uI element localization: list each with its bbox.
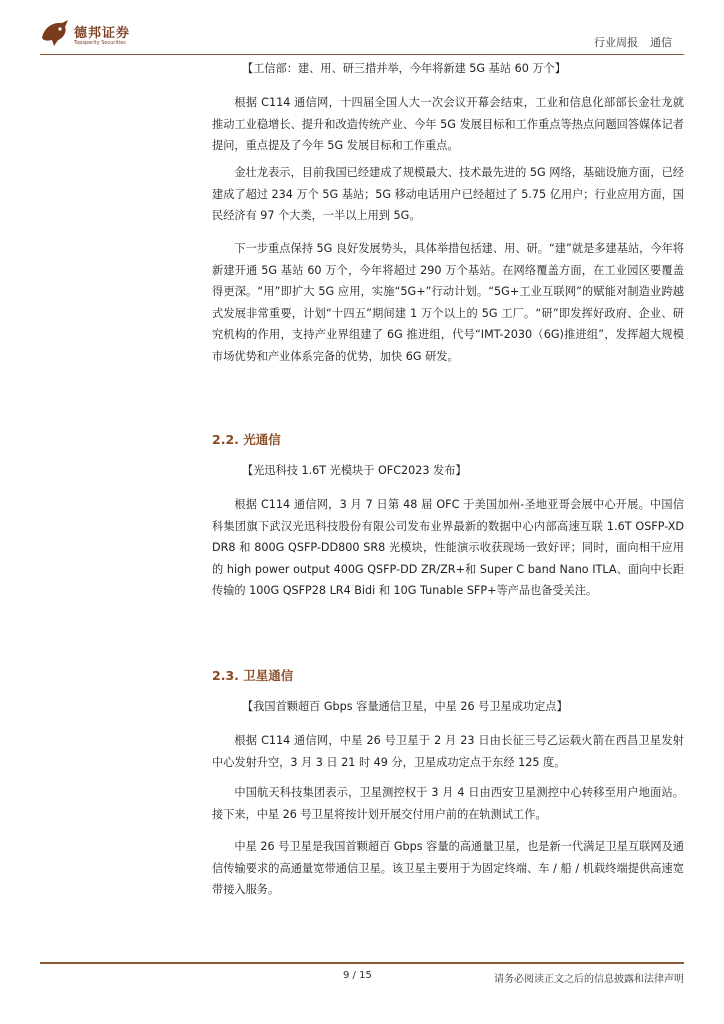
paragraph-satellite-2 [212, 782, 684, 825]
header-divider [40, 54, 684, 55]
paragraph-5g-3 [212, 238, 684, 367]
footer-disclaimer: 请务必阅读正文之后的信息披露和法律声明 [494, 974, 684, 985]
paragraph-5g-2 [212, 162, 684, 227]
paragraph-satellite-1 [212, 730, 684, 773]
company-logo [40, 16, 160, 52]
footer-divider [40, 962, 684, 964]
paragraph-text: 金壮龙表示，目前我国已经建成了规模最大、技术最先进的 5G 网络，基础设施方面，已经建成了超过 234 万个 5G 基站；5G 移动电话用户已经超过了 5.75 亿用户；行业应用方面，国民经济有 97 个大类，一半以上用到 5G。 [212, 166, 684, 222]
subsection-subtitle-5g: 【工信部：建、用、研三措并举，今年将新建 5G 基站 60 万个】 [242, 62, 566, 75]
bull-logo-icon [40, 18, 70, 48]
subsection-subtitle-optical: 【光迅科技 1.6T 光模块于 OFC2023 发布】 [242, 464, 467, 477]
paragraph-optical-1 [212, 494, 684, 602]
logo-chinese-name: 德邦证券 [74, 26, 131, 41]
paragraph-text: 根据 C114 通信网，中星 26 号卫星于 2 月 23 日由长征三号乙运载火箭在西昌卫星发射中心发射升空，3 月 3 日 21 时 49 分，卫星成功定点于东经 125 度。 [212, 734, 684, 769]
section-title-optical: 2.2. 光通信 [212, 432, 281, 447]
report-category [594, 34, 672, 50]
paragraph-text: 根据 C114 通信网，3 月 7 日第 48 届 OFC 于美国加州-圣地亚哥会展中心开展。中国信科集团旗下武汉光迅科技股份有限公司发布业界最新的数据中心内部高速互联 1.6T OSFP-XD DR8 和 800G QSFP-DD800 SR8 光模块，性能演示收获现场一致好评；同时，面向相干应用的 high power output 400G QSFP-DD ZR/ZR+和 Super C band Nano ITLA、面向中长距传输的 100G QSFP28 LR4 Bidi 和 10G Tunable SFP+等产品也备受关注。 [212, 498, 684, 597]
industry-label: 通信 [650, 36, 672, 49]
paragraph-text: 根据 C114 通信网，十四届全国人大一次会议开幕会结束，工业和信息化部部长金壮龙就推动工业稳增长、提升和改造传统产业、今年 5G 发展目标和工作重点等热点问题回答媒体记者提问，重点提及了今年 5G 发展目标和工作重点。 [212, 96, 684, 152]
report-type-label: 行业周报 [594, 36, 638, 49]
section-title-satellite: 2.3. 卫星通信 [212, 668, 294, 683]
subsection-subtitle-satellite: 【我国首颗超百 Gbps 容量通信卫星，中星 26 号卫星成功定点】 [242, 700, 568, 713]
paragraph-text: 中国航天科技集团表示，卫星测控权于 3 月 4 日由西安卫星测控中心转移至用户地面站。接下来，中星 26 号卫星将按计划开展交付用户前的在轨测试工作。 [212, 786, 684, 821]
logo-english-name: Topsperity Securities [74, 40, 126, 46]
paragraph-5g-1 [212, 92, 684, 157]
paragraph-text: 中星 26 号卫星是我国首颗超百 Gbps 容量的高通量卫星，也是新一代满足卫星互联网及通信传输要求的高通量宽带通信卫星。该卫星主要用于为固定终端、车 / 船 / 机载终端提供高速宽带接入服务。 [212, 840, 684, 896]
page-header [40, 12, 684, 56]
paragraph-text: 下一步重点保持 5G 良好发展势头，具体举措包括建、用、研。“建”就是多建基站，今年将新建开通 5G 基站 60 万个，今年将超过 290 万个基站。在网络覆盖方面，在工业园区要覆盖得更深。“用”即扩大 5G 应用，实施“5G+”行动计划。“5G+工业互联网”的赋能对制造业跨越式发展非常重要，计划“十四五”期间建 1 万个以上的 5G 工厂。“研”即发挥好政府、企业、研究机构的作用，支持产业界组建了 6G 推进组，代号“IMT-2030（6G)推进组”，发挥超大规模市场优势和产业体系完备的优势，加快 6G 研发。 [212, 242, 684, 363]
page-number: 9 / 15 [343, 970, 372, 981]
paragraph-satellite-3 [212, 836, 684, 901]
